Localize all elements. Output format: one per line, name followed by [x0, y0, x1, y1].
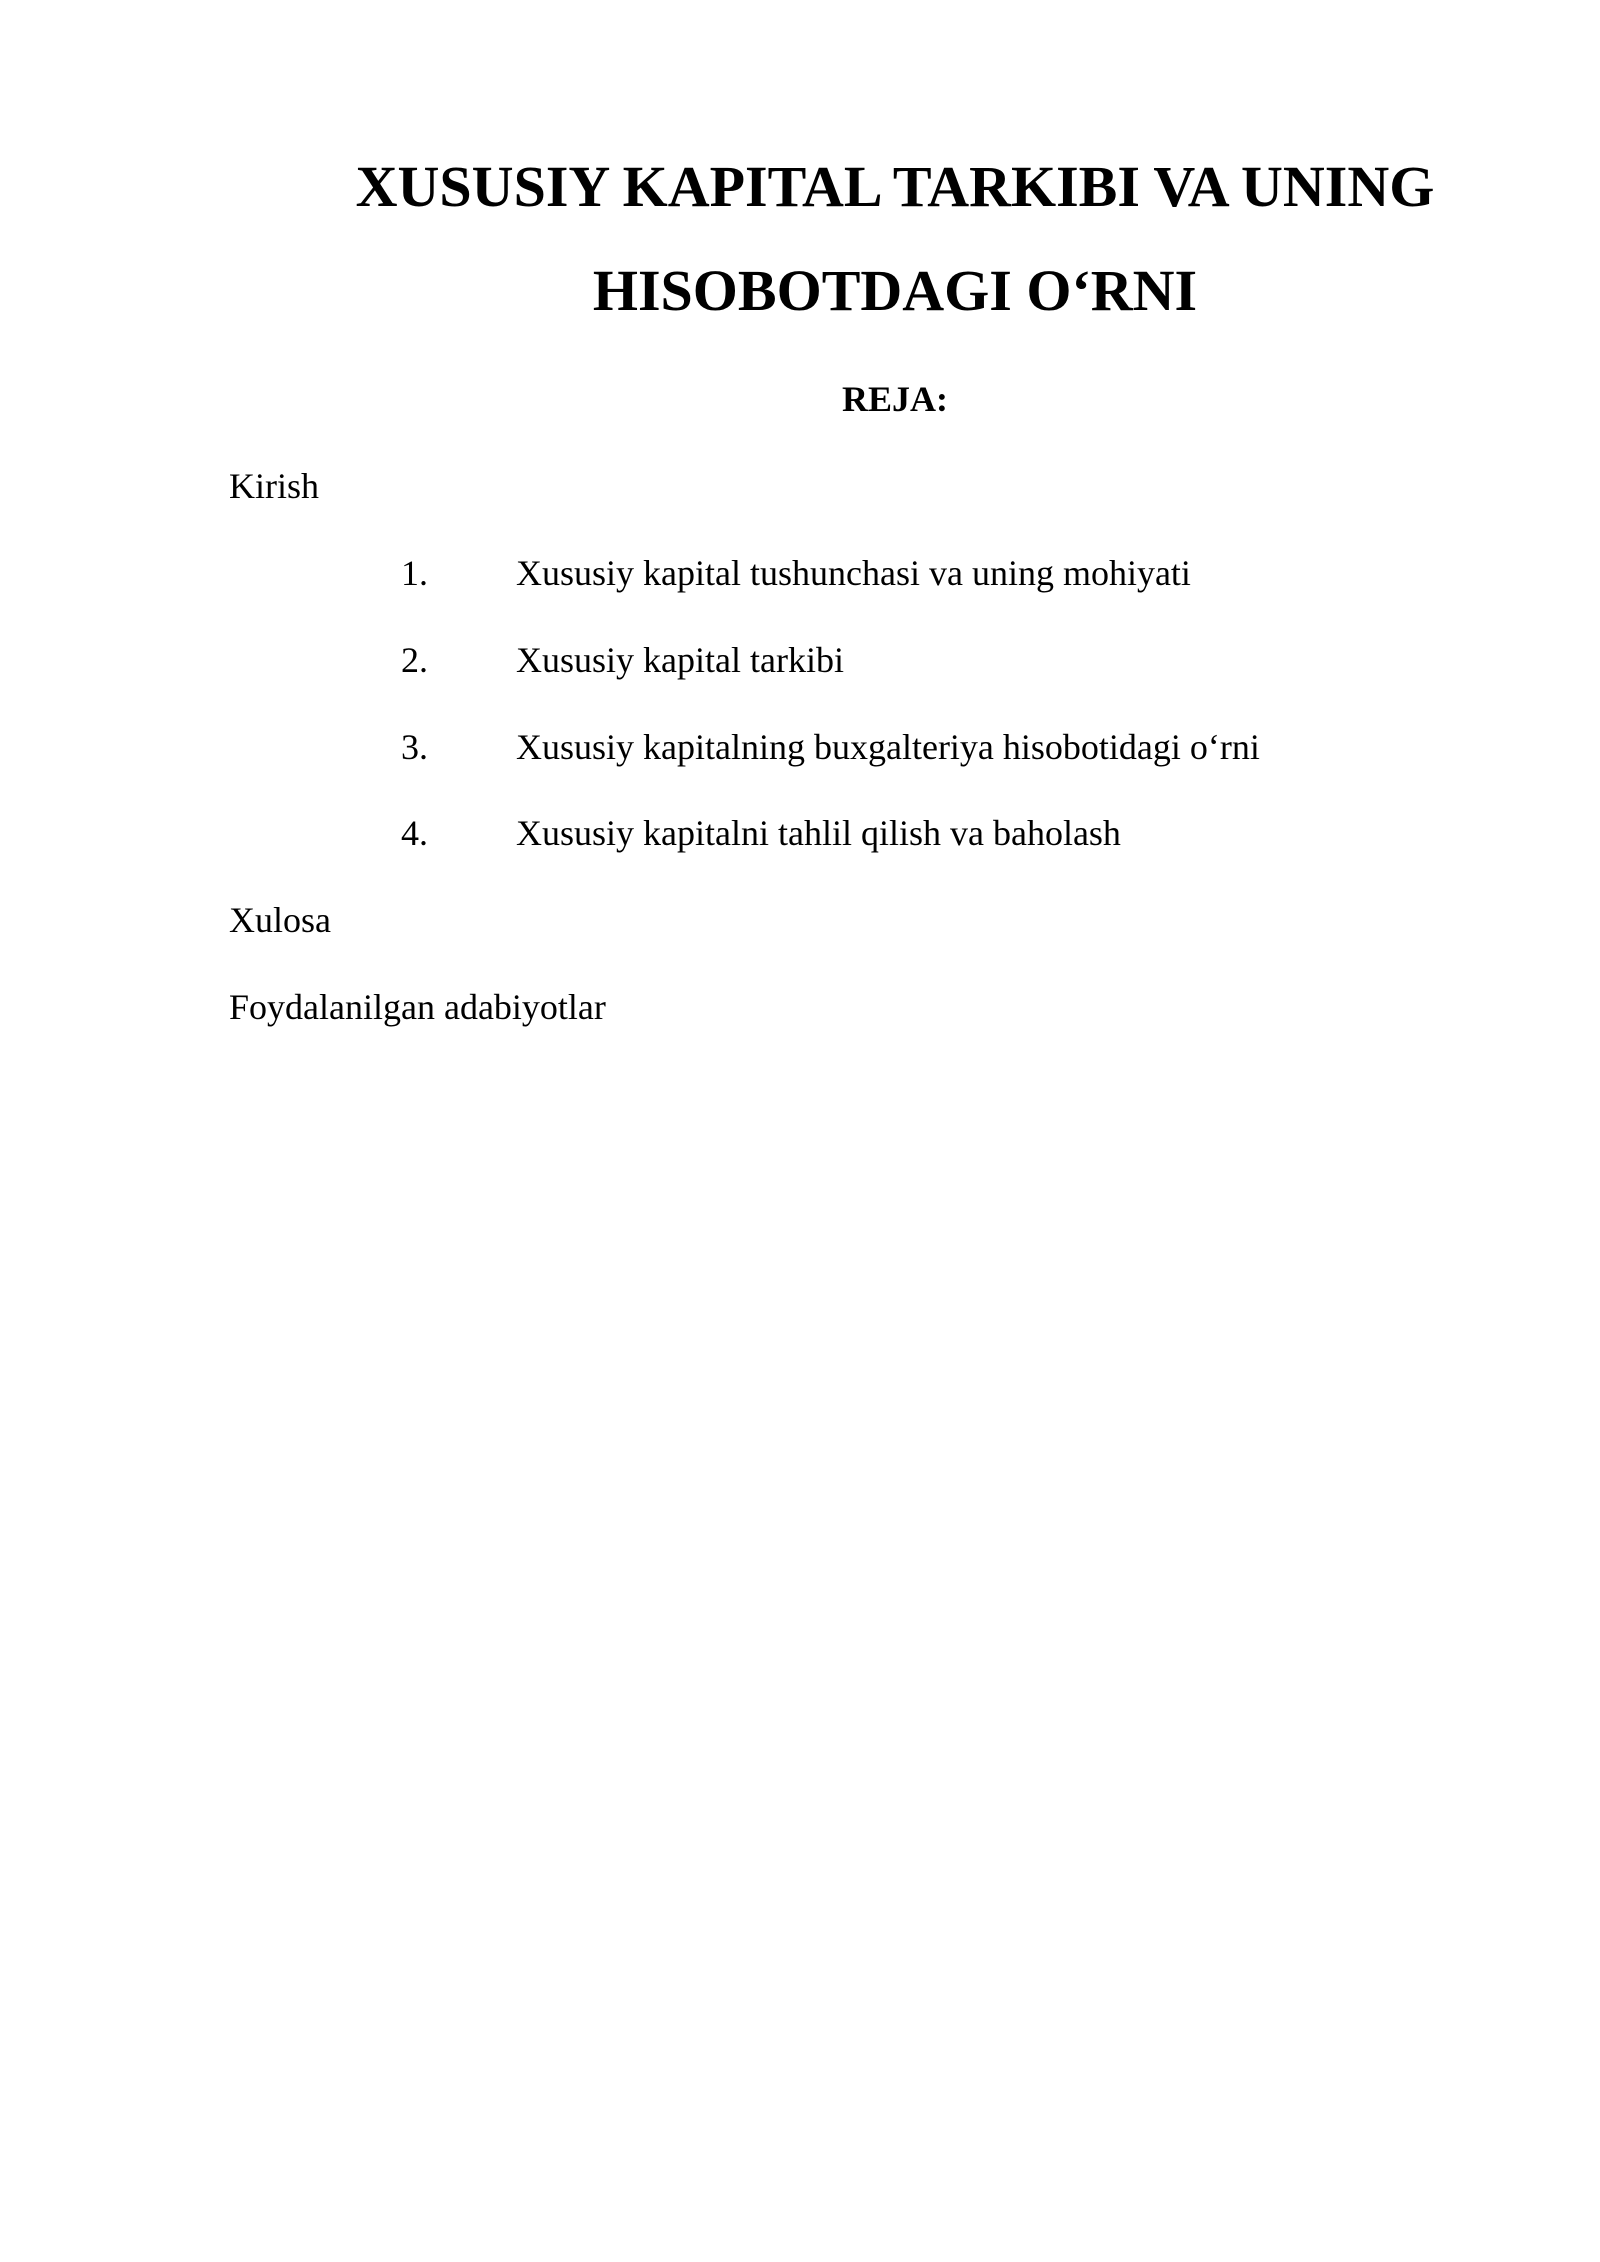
plan-item-text: Xususiy kapital tarkibi	[516, 640, 844, 680]
document-title-line-2: HISOBOTDAGI O‘RNI	[592, 258, 1198, 323]
plan-list-item	[0, 729, 1400, 769]
plan-item-number: 3.	[401, 727, 428, 767]
document-title-line-1: XUSUSIY KAPITAL TARKIBI VA UNING	[355, 154, 1435, 219]
conclusion-item: Xulosa	[229, 900, 331, 940]
plan-list-item	[0, 555, 1400, 595]
plan-item-number: 2.	[401, 640, 428, 680]
plan-item-text: Xususiy kapital tushunchasi va uning mohiyati	[516, 553, 1191, 593]
plan-item-number: 4.	[401, 813, 428, 853]
references-item: Foydalanilgan adabiyotlar	[229, 987, 606, 1027]
plan-heading: REJA:	[842, 379, 948, 419]
plan-list-item	[0, 815, 1400, 855]
plan-item-text: Xususiy kapitalni tahlil qilish va baholash	[516, 813, 1121, 853]
plan-item-number: 1.	[401, 553, 428, 593]
plan-item-text: Xususiy kapitalning buxgalteriya hisobotidagi o‘rni	[516, 727, 1260, 767]
intro-item: Kirish	[229, 466, 319, 506]
plan-list-item	[0, 642, 1400, 682]
